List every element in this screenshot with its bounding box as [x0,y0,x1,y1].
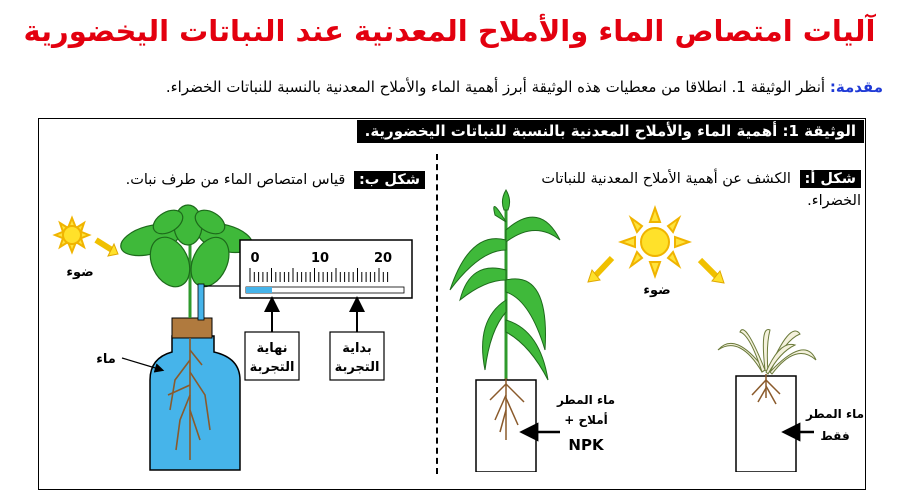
end-label-line1: نهاية [256,341,288,356]
scale-tick-0: 0 [250,251,260,266]
water-label-b: ماء [96,352,116,367]
scale-tick-20: 20 [373,251,393,266]
right-pot-line2: فقط [820,429,850,443]
scale-tick-10: 10 [310,251,330,266]
right-pot-line1: ماء المطر [805,407,865,421]
left-pot-line1: ماء المطر [556,393,616,407]
figure-a-tag: شكل أ: [800,170,861,188]
sun-icon-a [621,208,689,276]
sun-icon-b [55,218,89,252]
figure-b-caption-text: قياس امتصاص الماء من طرف نبات. [125,172,346,188]
left-pot-line3: NPK [568,436,604,454]
healthy-plant [450,190,560,380]
intro-label: مقدمة: [829,78,883,96]
intro-text: أنظر الوثيقة 1. انطلاقا من معطيات هذه الوثيقة أبرز أهمية الماء والأملاح المعدنية بالنسبة للنباتات الخضراء. [165,78,826,96]
document-header: الوثيقة 1: أهمية الماء والأملاح المعدنية بالنسبة للنباتات اليخضورية. [357,120,864,143]
figure-b-tag: شكل ب: [354,171,425,189]
water-bottle [150,318,240,470]
start-label-line2: التجربة [334,360,380,375]
weak-plant [718,330,816,375]
page-title: آليات امتصاص الماء والأملاح المعدنية عند النباتات اليخضورية [23,14,876,48]
light-arrow-a-right [700,260,716,276]
plant-leaves-b [117,205,255,318]
light-label-a: ضوء [643,283,671,298]
start-label-line1: بداية [342,341,372,356]
end-label-line2: التجربة [249,360,295,375]
light-arrow-a-left [596,258,612,275]
light-arrow-b [96,240,112,250]
light-label-b: ضوء [66,265,94,280]
figure-a-caption-text: الكشف عن أهمية الأملاح المعدنية للنباتات الخضراء. [541,171,861,209]
left-pot-line2: + أملاح [564,413,608,427]
